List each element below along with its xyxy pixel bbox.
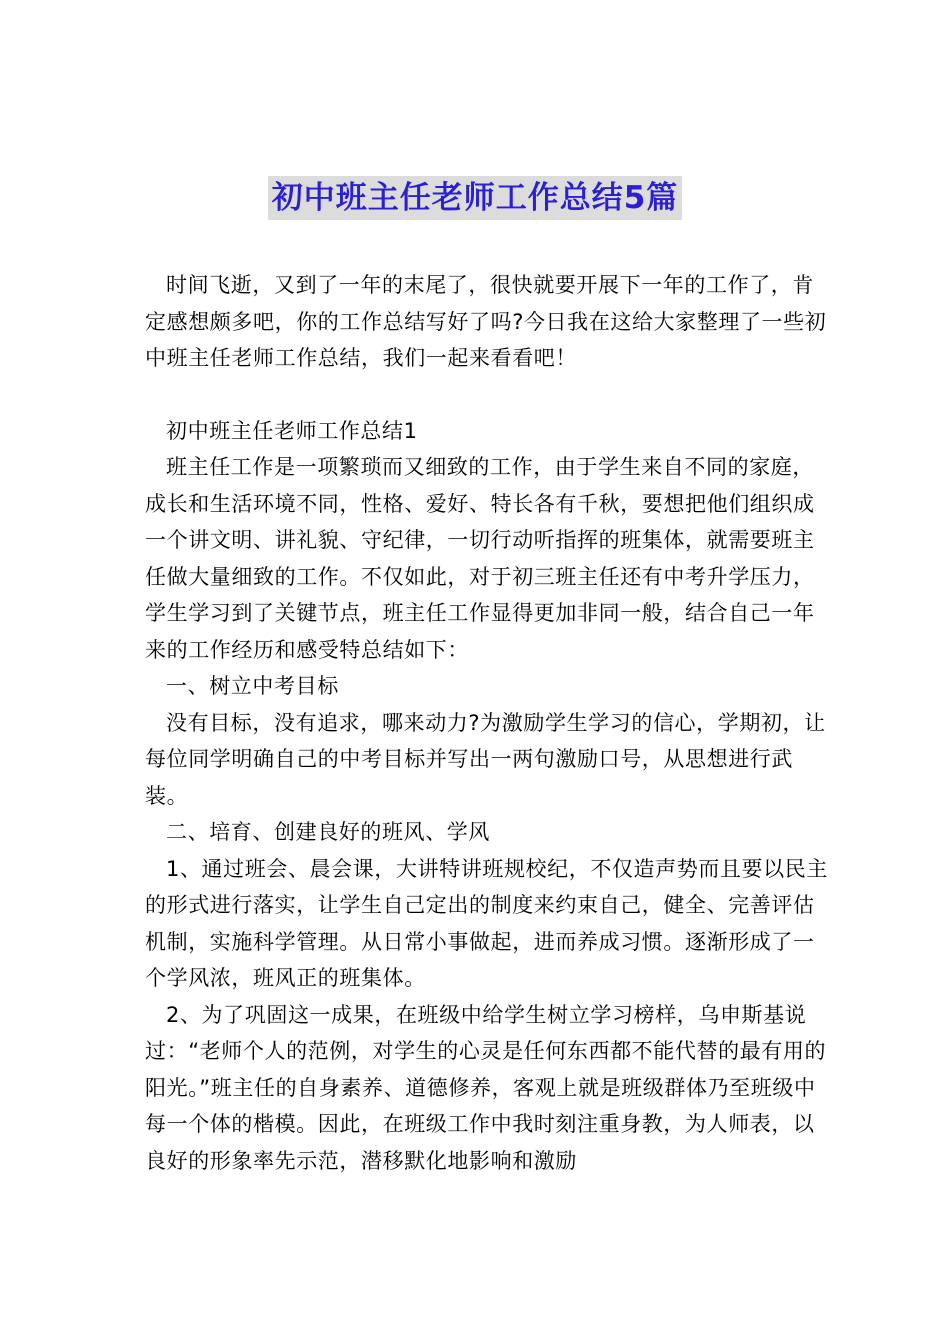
title-block (0, 176, 950, 220)
body-paragraph: 没有目标，没有追求，哪来动力?为激励学生学习的信心，学期初，让每位同学明确自己的中考目标并写出一两句激励口号，从思想进行武装。 (145, 710, 826, 808)
body-paragraph: 1、通过班会、晨会课，大讲特讲班规校纪，不仅造声势而且要以民主的形式进行落实，让学生自己定出的制度来约束自己，健全、完善评估机制，实施科学管理。从日常小事做起，进而养成习惯。逐渐形成了一个学风浓，班风正的班集体。 (145, 856, 828, 990)
body-paragraph: 2、为了巩固这一成果，在班级中给学生树立学习榜样，乌申斯基说过：“老师个人的范例，对学生的心灵是任何东西都不能代替的最有用的阳光。”班主任的自身素养、道德修养，客观上就是班级群体乃至班级中每一个体的楷模。因此，在班级工作中我时刻注重身教，为人师表，以良好的形象率先示范，潜移默化地影响和激励 (145, 1002, 827, 1173)
body-paragraph: 班主任工作是一项繁琐而又细致的工作，由于学生来自不同的家庭，成长和生活环境不同，性格、爱好、特长各有千秋，要想把他们组织成一个讲文明、讲礼貌、守纪律，一切行动听指挥的班集体，就需要班主任做大量细致的工作。不仅如此，对于初三班主任还有中考升学压力，学生学习到了关键节点，班主任工作显得更加非同一般，结合自己一年来的工作经历和感受特总结如下： (145, 455, 815, 662)
subheading-goal: 一、树立中考目标 (166, 674, 339, 698)
section-heading: 初中班主任老师工作总结1 (166, 418, 418, 443)
document-body (145, 267, 835, 1179)
blank-line (145, 377, 835, 413)
subheading-class-style: 二、培育、创建良好的班风、学风 (166, 820, 490, 844)
document-title: 初中班主任老师工作总结5篇 (268, 176, 683, 220)
intro-paragraph: 时间飞逝，又到了一年的末尾了，很快就要开展下一年的工作了，肯定感想颇多吧，你的工作总结写好了吗?今日我在这给大家整理了一些初中班主任老师工作总结，我们一起来看看吧！ (145, 273, 827, 370)
